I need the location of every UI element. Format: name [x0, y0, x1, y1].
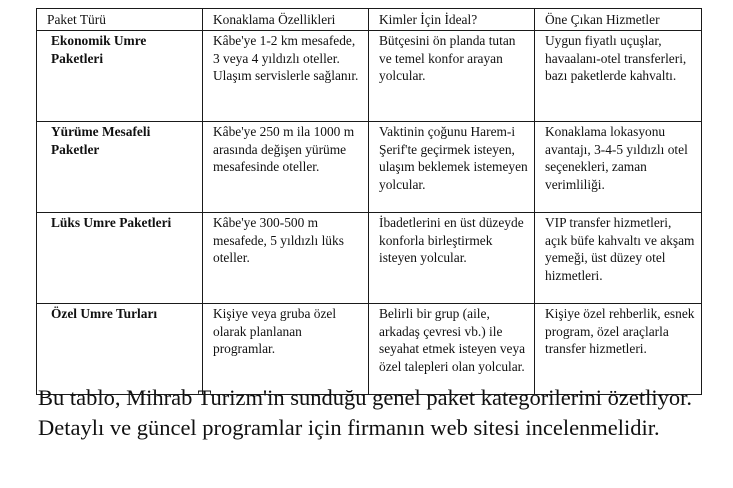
services-cell: Uygun fiyatlı uçuşlar, havaalanı-otel transferleri, bazı paketlerde kahvaltı. [535, 31, 702, 122]
ideal-for-cell: İbadetlerini en üst düzeyde konforla birleştirmek isteyen yolcular. [369, 213, 535, 304]
summary-paragraph: Bu tablo, Mihrab Turizm'in sunduğu genel paket kategorilerini özetliyor. Detaylı ve güncel programlar için firmanın web sitesi incelenmelidir. [38, 385, 692, 440]
accommodation-cell: Kâbe'ye 250 m ila 1000 m arasında değişen yürüme mesafesinde oteller. [203, 122, 369, 213]
ideal-for-cell: Bütçesini ön planda tutan ve temel konfor arayan yolcular. [369, 31, 535, 122]
table-row [37, 304, 702, 395]
ideal-for-cell: Belirli bir grup (aile, arkadaş çevresi vb.) ile seyahat etmek isteyen veya özel talepleri olan yolcular. [369, 304, 535, 395]
services-cell: VIP transfer hizmetleri, açık büfe kahvaltı ve akşam yemeği, üst düzey otel hizmetleri. [535, 213, 702, 304]
package-type-cell: Ekonomik Umre Paketleri [37, 31, 203, 122]
accommodation-cell: Kâbe'ye 300-500 m mesafede, 5 yıldızlı lüks oteller. [203, 213, 369, 304]
package-type-cell: Yürüme Mesafeli Paketler [37, 122, 203, 213]
services-cell: Konaklama lokasyonu avantajı, 3-4-5 yıldızlı otel seçenekleri, zaman verimliliği. [535, 122, 702, 213]
table-row [37, 213, 702, 304]
package-comparison-table [36, 8, 702, 395]
table-body [37, 31, 702, 395]
package-table-container [36, 8, 701, 395]
header-services: Öne Çıkan Hizmetler [535, 9, 702, 31]
package-type-cell: Özel Umre Turları [37, 304, 203, 395]
table-row [37, 31, 702, 122]
header-ideal-for: Kimler İçin İdeal? [369, 9, 535, 31]
table-header [37, 9, 702, 31]
ideal-for-cell: Vaktinin çoğunu Harem-i Şerif'te geçirmek isteyen, ulaşım beklemek istemeyen yolcular. [369, 122, 535, 213]
accommodation-cell: Kâbe'ye 1-2 km mesafede, 3 veya 4 yıldızlı oteller. Ulaşım servislerle sağlanır. [203, 31, 369, 122]
package-type-cell: Lüks Umre Paketleri [37, 213, 203, 304]
services-cell: Kişiye özel rehberlik, esnek program, özel araçlarla transfer hizmetleri. [535, 304, 702, 395]
header-package-type: Paket Türü [37, 9, 203, 31]
header-row [37, 9, 702, 31]
header-accommodation: Konaklama Özellikleri [203, 9, 369, 31]
accommodation-cell: Kişiye veya gruba özel olarak planlanan programlar. [203, 304, 369, 395]
table-row [37, 122, 702, 213]
